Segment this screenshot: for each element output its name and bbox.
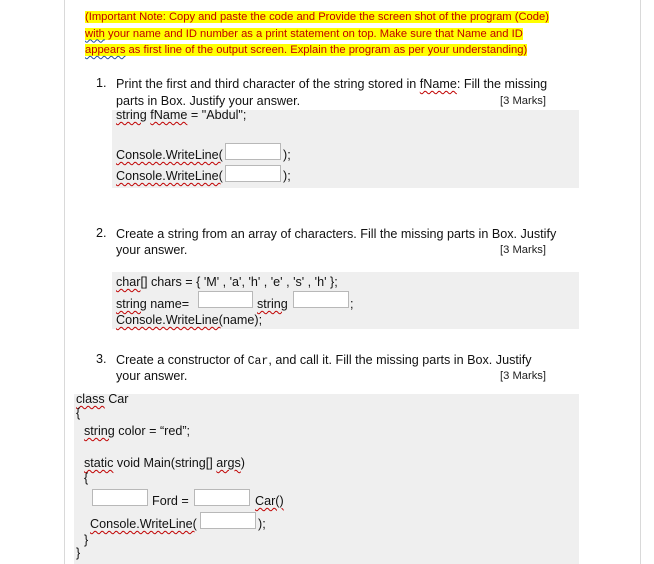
q3-answer-box-3[interactable]: [200, 512, 256, 529]
q3-answer-box-1[interactable]: [92, 489, 148, 506]
q1-code-line-1: string fName = "Abdul";: [116, 108, 247, 122]
q1-answer-box-2[interactable]: [225, 165, 281, 182]
q1-code-line-3: Console.WriteLine(: [116, 169, 223, 183]
q2-code-string-kw: string: [257, 297, 288, 311]
q2-marks: [3 Marks]: [500, 244, 547, 256]
q1-code-line-2: Console.WriteLine(: [116, 148, 223, 162]
q1-marks: [3 Marks]: [500, 95, 547, 107]
q3-code-block: [74, 394, 579, 564]
q3-ford-assign: Ford =: [152, 494, 193, 508]
q3-brace-open: {: [76, 406, 81, 420]
important-note: [85, 9, 578, 59]
q3-inner-brace-close: }: [84, 533, 89, 547]
q2-code-line-2: string name=: [116, 297, 190, 311]
q2-code-semicolon: ;: [350, 297, 354, 311]
q1-number: 1.: [96, 76, 107, 90]
q2-code-line-3: Console.WriteLine(name);: [116, 313, 263, 327]
q3-main-decl: static void Main(string[] args): [84, 456, 245, 470]
q3-console-call-end: );: [258, 517, 266, 531]
page-left-edge: [64, 0, 65, 564]
q3-color-field: string color = “red”;: [84, 424, 191, 438]
note-line-2: with your name and ID number as a print statement on top. Make sure that Name and ID: [85, 27, 523, 40]
q2-answer-box-2[interactable]: [293, 291, 349, 308]
note-line-1: (Important Note: Copy and paste the code and Provide the screen shot of the program (Code): [85, 11, 549, 23]
q3-answer-box-2[interactable]: [194, 489, 250, 506]
q3-car-call: Car(): [255, 494, 284, 508]
page-right-edge: [640, 0, 641, 564]
q2-answer-box-1[interactable]: [198, 291, 253, 308]
q3-text: Create a constructor of Car, and call it. Fill the missing parts in Box. Justify: [116, 353, 532, 368]
q2-number: 2.: [96, 226, 107, 240]
q3-class-decl: class Car: [76, 392, 129, 406]
q1-text-2: parts in Box. Justify your answer.: [116, 94, 301, 108]
q2-text-2: your answer.: [116, 243, 188, 257]
q3-text-2: your answer.: [116, 369, 188, 383]
q1-code-line-2-end: );: [283, 148, 291, 162]
q3-marks: [3 Marks]: [500, 370, 547, 382]
q3-number: 3.: [96, 352, 107, 366]
q3-inner-brace-open: {: [84, 471, 89, 485]
q1-answer-box-1[interactable]: [225, 143, 281, 160]
q1-code-line-3-end: );: [283, 169, 291, 183]
note-line-3: appears as first line of the output screen. Explain the program as per your understanding): [85, 44, 528, 56]
q2-code-line-1: char[] chars = { 'M' , 'a', 'h' , 'e' , 's' , 'h' };: [116, 275, 338, 289]
q3-console-call: Console.WriteLine(: [90, 517, 197, 531]
q3-brace-close: }: [76, 546, 81, 560]
q1-text: Print the first and third character of the string stored in fName: Fill the missing: [116, 77, 548, 91]
q2-text: Create a string from an array of characters. Fill the missing parts in Box. Justify: [116, 227, 557, 241]
